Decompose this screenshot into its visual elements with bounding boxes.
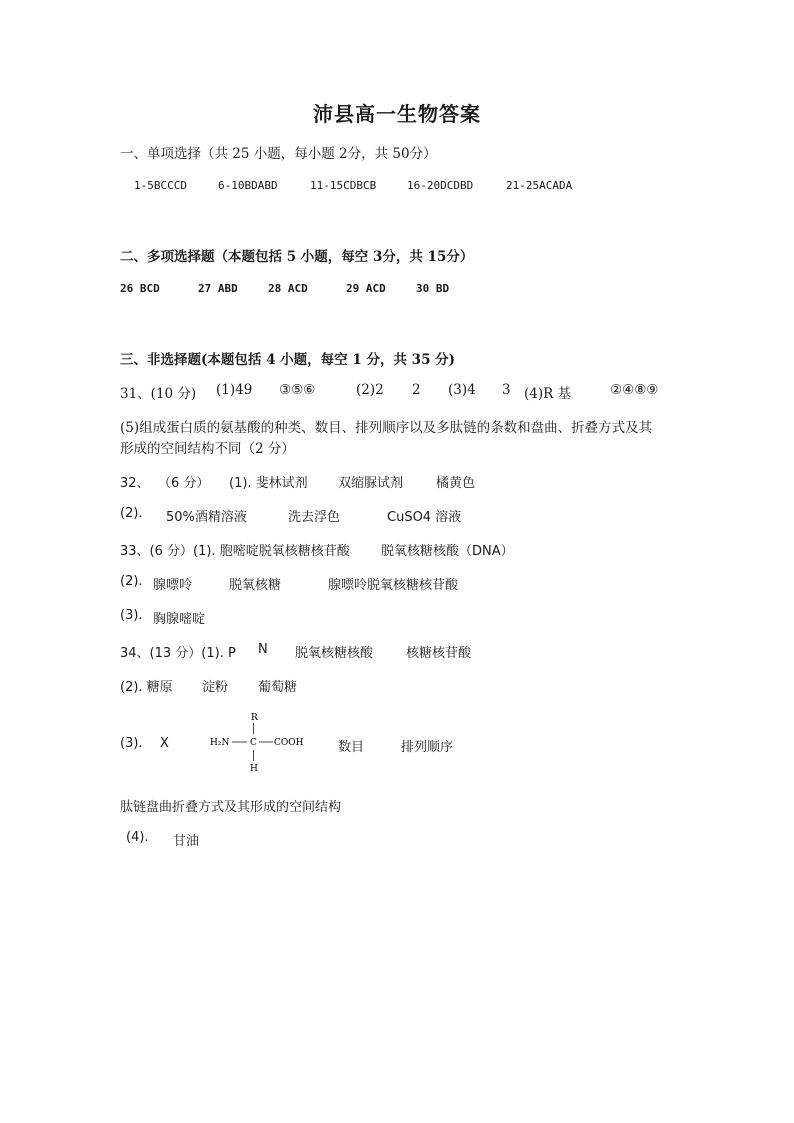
amino-acid-formula-svg [210,710,310,774]
formula-r-group: R [251,713,258,723]
q31-item: (3)4 [448,382,476,398]
q34-answer: N [258,642,268,657]
q34-answer: 数目 [338,740,365,755]
q33-answer: 脱氧核糖核酸（DNA） [381,544,514,559]
section1-answer-1: 1-5BCCCD [134,179,187,192]
q34-answer: 脱氧核糖核酸 [295,646,374,661]
q31-item: (1)49 [216,382,253,398]
q32-answer: CuSO4 溶液 [387,510,462,525]
q33-answer: 胸腺嘧啶 [153,612,206,627]
q32-answer: (1). 斐林试剂 [229,476,308,491]
section1-answer-2: 6-10BDABD [218,179,278,192]
q34-label: 34、(13 分）(1). P [120,646,236,661]
q34-row3-continuation: 肽链盘曲折叠方式及其形成的空间结构 [120,800,342,815]
q31-label: 31、(10 分) [120,386,197,402]
q31-item5-line2: 形成的空间结构不同（2 分） [120,441,295,457]
q32-answer: 橘黄色 [436,476,476,491]
page-title: 沛县高一生物答案 [313,102,481,126]
q33-row2-label: (2). [120,574,143,589]
q34-answer: 淀粉 [202,680,229,695]
q32-score: （6 分） [158,476,210,491]
formula-carboxyl-group: COOH [274,738,304,748]
amino-acid-structural-formula [210,710,310,774]
q34-answer: 排列顺序 [401,740,454,755]
q32-answer: 50%酒精溶液 [166,510,247,525]
section2-heading: 二、多项选择题（本题包括 5 小题，每空 3分，共 15分） [120,249,474,265]
q33-label: 33、(6 分）(1). 胞嘧啶脱氧核糖核苷酸 [120,544,350,559]
section2-answer-30: 30 BD [416,282,450,295]
q34-row3-label: (3). [120,736,143,751]
formula-alpha-carbon: C [250,738,257,748]
q31-item: 2 [412,382,421,398]
section2-answer-26: 26 BCD [120,282,160,295]
q34-answer-x: X [160,736,169,751]
q32-label: 32、 [120,476,150,491]
q31-item5-line1: (5)组成蛋白质的氨基酸的种类、数目、排列顺序以及多肽链的条数和盘曲、折叠方式及其 [120,420,653,436]
q32-answer: 双缩脲试剂 [338,476,404,491]
q34-answer: 甘油 [173,834,200,849]
q33-answer: 腺嘌呤 [153,578,193,593]
q31-item: ②④⑧⑨ [610,382,659,398]
section1-heading: 一、单项选择（共 25 小题，每小题 2分，共 50分） [120,146,437,162]
q33-answer: 腺嘌呤脱氧核糖核苷酸 [328,578,459,593]
q31-item: (4)R 基 [524,386,572,402]
q32-answer: 洗去浮色 [288,510,341,525]
q31-item: (2)2 [356,382,384,398]
formula-hydrogen: H [250,764,258,774]
formula-amino-group: H₂N [210,738,230,748]
q31-item: 3 [502,382,511,398]
q33-answer: 脱氧核糖 [229,578,282,593]
section1-answer-5: 21-25ACADA [506,179,573,192]
section2-answer-27: 27 ABD [198,282,238,295]
q34-answer: 葡萄糖 [258,680,298,695]
section1-answer-4: 16-20DCDBD [407,179,474,192]
section1-answer-3: 11-15CDBCB [310,179,377,192]
q34-answer: 核糖核苷酸 [406,646,472,661]
q34-answer: (2). 糖原 [120,680,173,695]
section2-answer-29: 29 ACD [346,282,386,295]
q32-row2-label: (2). [120,506,143,521]
q33-row3-label: (3). [120,608,143,623]
q31-item: ③⑤⑥ [279,382,316,398]
section2-answer-28: 28 ACD [268,282,308,295]
q34-row4-label: (4). [126,830,149,845]
section3-heading: 三、非选择题(本题包括 4 小题，每空 1 分，共 35 分) [120,352,456,368]
